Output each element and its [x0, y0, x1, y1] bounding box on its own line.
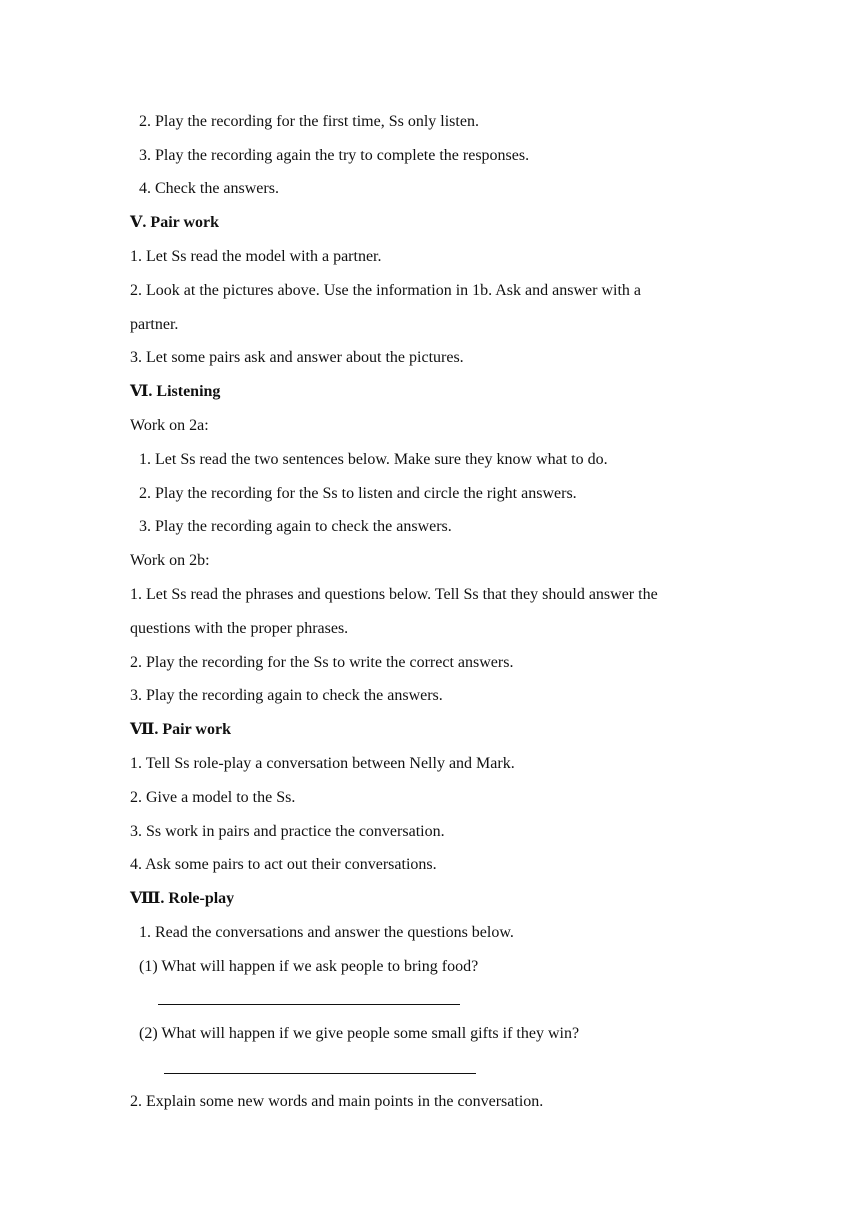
step-3-play-again: 3. Play the recording again the try to complete the responses. — [139, 147, 530, 164]
listening-2a-step-1: 1. Let Ss read the two sentences below. Make sure they know what to do. — [139, 451, 608, 468]
listening-2a-step-3: 3. Play the recording again to check the answers. — [139, 518, 452, 535]
pair-work-step-1: 1. Let Ss read the model with a partner. — [130, 248, 382, 265]
step-2-play-first-time: 2. Play the recording for the first time, Ss only listen. — [139, 113, 479, 130]
question-1: (1) What will happen if we ask people to bring food? — [139, 958, 479, 975]
pair-work-step-2: 2. Look at the pictures above. Use the information in 1b. Ask and answer with a — [130, 282, 641, 299]
answer-blank-1[interactable] — [158, 1004, 460, 1005]
role-play-step-4: 4. Ask some pairs to act out their conversations. — [130, 856, 437, 873]
section-heading-pair-work-vii: Ⅶ. Pair work — [130, 721, 231, 738]
listening-2b-step-2: 2. Play the recording for the Ss to write the correct answers. — [130, 654, 514, 671]
answer-blank-2[interactable] — [164, 1073, 476, 1074]
pair-work-step-3: 3. Let some pairs ask and answer about the pictures. — [130, 349, 464, 366]
section-heading-role-play: Ⅷ. Role-play — [130, 890, 235, 907]
step-4-check-answers: 4. Check the answers. — [139, 180, 279, 197]
explain-step: 2. Explain some new words and main points in the conversation. — [130, 1093, 544, 1110]
listening-2b-step-1: 1. Let Ss read the phrases and questions below. Tell Ss that they should answer the — [130, 586, 658, 603]
question-2: (2) What will happen if we give people some small gifts if they win? — [139, 1025, 580, 1042]
role-play-step-2: 2. Give a model to the Ss. — [130, 789, 296, 806]
pair-work-step-2-continued: partner. — [130, 316, 179, 333]
section-heading-pair-work-v: Ⅴ. Pair work — [130, 214, 219, 231]
listening-2b-step-1-continued: questions with the proper phrases. — [130, 620, 349, 637]
work-on-2b-label: Work on 2b: — [130, 552, 210, 569]
role-play-read-step: 1. Read the conversations and answer the questions below. — [139, 924, 514, 941]
listening-2b-step-3: 3. Play the recording again to check the answers. — [130, 687, 443, 704]
role-play-step-3: 3. Ss work in pairs and practice the conversation. — [130, 823, 445, 840]
work-on-2a-label: Work on 2a: — [130, 417, 209, 434]
section-heading-listening: Ⅵ. Listening — [130, 383, 221, 400]
role-play-step-1: 1. Tell Ss role-play a conversation between Nelly and Mark. — [130, 755, 515, 772]
listening-2a-step-2: 2. Play the recording for the Ss to listen and circle the right answers. — [139, 485, 577, 502]
